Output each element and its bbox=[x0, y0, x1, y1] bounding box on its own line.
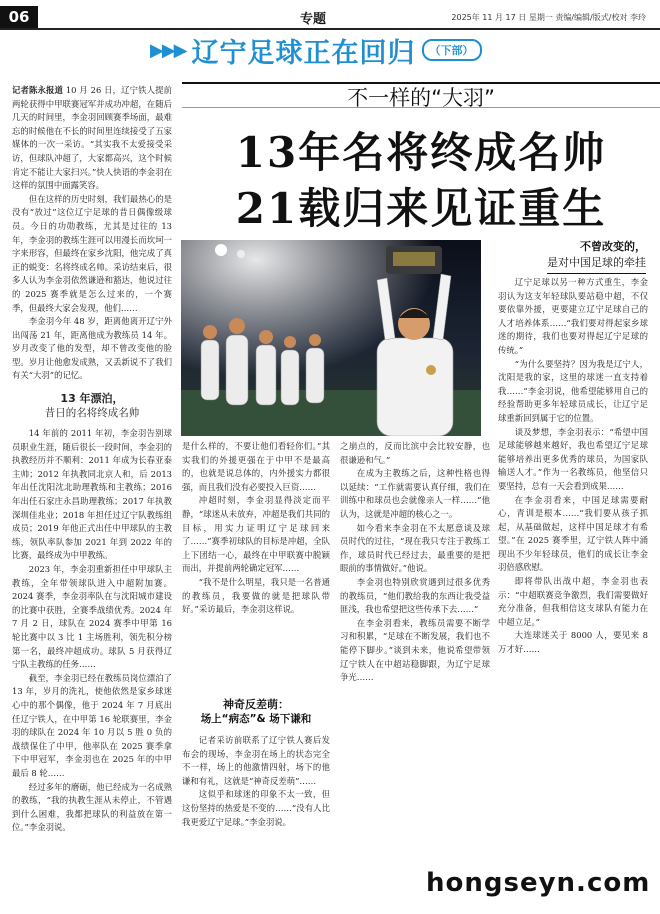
article-paragraph: 在李金羽看来，中国足球需要耐心，青训是根本……“我们要从孩子抓起，从基础做起，这样中国足球才有希望。”在 2025 赛季里，辽宁铁人阵中涌现出不少年轻球员，他们的成长让李金羽倍感欣慰。 bbox=[498, 494, 648, 573]
subheading-line-2: 是对中国足球的牵挂 bbox=[547, 255, 646, 274]
middle-subheading bbox=[182, 697, 330, 727]
series-title: 辽宁足球正在回归 bbox=[191, 37, 416, 69]
subheading-line-1: 神奇反差萌： bbox=[223, 698, 289, 711]
article-paragraph: 这似乎和球迷的印象不太一致，但这份坚持的热爱是不变的……“没有人比我更爱辽宁足球。”李金羽说。 bbox=[182, 789, 330, 827]
banner-arrows-icon: ▶▶▶ bbox=[150, 39, 186, 61]
article-paragraph: 大连球迷关于 8000 人，要见来 8 万才好…… bbox=[498, 630, 648, 655]
article-paragraph: 但在这样的历史时刻，我们最热心的是没有“放过”这位辽宁足球的昔日偶像级球员。今日的功勋教练，尤其是过往的 13 年，李金羽的教练生涯可以用漫长而坎坷一字来形容，但最终在家乡沈阳，他完成了真正的蜕变：名将终成名帅。采访结束后，很多人认为李金羽依然谦逊和豁达，他说过往的 2025 赛季就是怎么过来的，一个赛季，但最终大家会发现，他们…… bbox=[12, 193, 172, 313]
right-subheading bbox=[547, 239, 646, 274]
photo-illustration bbox=[181, 240, 481, 436]
subheading-line-2: 昔日的名将终成名帅 bbox=[44, 407, 140, 420]
article-column-5 bbox=[498, 276, 648, 906]
article-column-3b bbox=[182, 734, 330, 906]
subheading-line-1: 13 年漂泊， bbox=[60, 392, 124, 406]
article-paragraph: 2023 年，李金羽重新担任中甲球队主教练，全年带领球队进入中超附加赛。2024 赛季，李金羽率队在与沈阳城市建设的比赛中获胜，全赛季战绩优秀。2024 年 7 月 2 日，球队在 2024 赛季中甲第 16 轮比赛中以 3 比 1 主场胜利，领先积分榜第一名，最终冲超成功。球队 5 月获得辽宁队主教练的任务…… bbox=[12, 564, 172, 670]
dateline: 2025年 11 月 17 日 星期一 责编/编辑/版式/校对 李玲 bbox=[451, 13, 646, 22]
article-column-1 bbox=[12, 84, 172, 904]
article-paragraph: 辽宁足球以另一种方式重生，李金羽认为这支年轻球队要站稳中超，不仅要依靠外援，更要建立辽宁足球自己的人才培养体系……“我们要对得起家乡球迷的期待，我们也要对得起辽宁足球的传统。” bbox=[498, 277, 648, 355]
section-label: 专题 bbox=[300, 12, 327, 27]
subheading bbox=[12, 391, 172, 421]
article-column-4 bbox=[340, 440, 490, 906]
article-paragraph: 李金羽今年 48 岁，距离他离开辽宁外出闯荡 21 年，距离他成为教练员 14 年。岁月改变了他的发型，却不曾改变他的脸型。岁月让他愈发成熟，又丢新说不了我们有关“大羽”的记忆。 bbox=[12, 316, 172, 381]
article-paragraph: 谈及梦想，李金羽表示：“希望中国足球能够越来越好，我也希望辽宁足球能够培养出更多优秀的球员，为国家队输送人才。”作为一名教练员，他坚信只要坚持，总有一天会看到成果…… bbox=[498, 426, 648, 491]
byline: 记者陈永报道 bbox=[12, 85, 64, 95]
article-paragraph: 经过多年的磨砺，他已经成为一名成熟的教练，“我的执教生涯从未停止，不管遇到什么困难，我都把球队的利益放在第一位。”李金羽说。 bbox=[12, 781, 172, 833]
article-paragraph: 冲超时刻，李金羽显得淡定而平静，“球迷从未放弃，冲超是我们共同的目标，用实力证明辽宁足球回来了……”赛季初球队的目标是冲超，全队上下团结一心，最终在中甲联赛中脱颖而出，并提前两轮确定冠军…… bbox=[182, 495, 330, 574]
celebration-photo bbox=[181, 240, 481, 436]
article-paragraph: 截至，李金羽已经在教练员岗位漂泊了 13 年，岁月的洗礼，使他依然是家乡球迷心中的那个偶像，他于 2024 年 7 月底出任辽宁铁人，在中甲第 16 轮联赛里，李金羽的球队在 2024 年 10 月以 5 胜 0 负的战绩保住了中甲，他率队在 2025 赛季拿下中甲冠军，李金羽也在 2025 年的中甲最后 8 轮…… bbox=[12, 672, 172, 778]
kicker-title: 不一样的“大羽” bbox=[182, 82, 660, 108]
series-banner bbox=[150, 34, 482, 69]
article-paragraph: 是什么样的，不要让他们看轻你们。”其实我们的外援更强在于中甲不是最高的，也就是说总体的，内外援实力都很强，而且我们没有必要投入巨资…… bbox=[182, 441, 330, 492]
series-part-badge: （下部） bbox=[422, 39, 482, 61]
page-header bbox=[0, 0, 660, 30]
article-paragraph: 李金羽也特别欣赏遇到过很多优秀的教练员，“他们教给我的东西让我受益匪浅，我也希望把这些传承下去……” bbox=[340, 576, 490, 615]
article-paragraph: 记者采访前联系了辽宁铁人赛后发布会的现场，李金羽在场上的状态完全不一样，场上的他激情四射，场下的他谦和有礼，这就是“神奇反差萌”…… bbox=[182, 735, 330, 786]
lead-text: 10 月 26 日，辽宁铁人提前两轮获得中甲联赛冠军并成功冲超，在随后几天的时间里，李金羽回顾赛季场面，最难忘的时候他在不长的时间里连续接受了五家媒体的一次一采访。“其实我不太爱接受采访，但球队冲超了，大家都高兴，这个时候肯定不能让大家扫兴。”快人快语的李金羽在这样的氛围中面露笑容。 bbox=[12, 85, 172, 191]
article-column-3 bbox=[182, 440, 330, 694]
subheading-line-1: 不曾改变的， bbox=[580, 240, 646, 253]
headline-line-2: 21载归来见证重生 bbox=[235, 184, 607, 233]
site-watermark: hongseyn.com bbox=[420, 868, 656, 898]
article-paragraph: 即将带队出战中超，李金羽也表示：“中超联赛竞争激烈，我们需要做好充分准备，但我相信这支球队有能力在中超立足。” bbox=[498, 576, 648, 627]
subheading-line-2: 场上“病态”& 场下谦和 bbox=[200, 713, 312, 725]
article-lead bbox=[12, 84, 172, 193]
article-paragraph: 14 年前的 2011 年初，李金羽告别球员职业生涯，随后很长一段时间，李金羽的执教经历并不顺利：2011 年成为长春亚泰主帅；2012 年执教同北京人和，后 2013 年出任沈阳沈北助理教练和主教练；2016 年出任石家庄永昌助理教练；2017 年执教深圳佳兆业；2018 年担任过辽宁队教练组成员；2019 年他正式出任中甲球队的主教练，领队率队参加 2021 年到 2022 年的比赛，最终成为中甲教练。 bbox=[12, 428, 172, 561]
page-number: 06 bbox=[0, 6, 38, 28]
article-paragraph: 在李金羽看来，教练员需要不断学习和积累，“足球在不断发展，我们也不能停下脚步。”谈到未来，他说希望带领辽宁铁人在中超站稳脚跟，为辽宁足球争光…… bbox=[340, 617, 490, 683]
article-paragraph: 如今看来李金羽在不太愿意谈及球员时代的过往，“现在我只专注于教练工作，球员时代已经过去，最重要的是把眼前的事情做好。”他说。 bbox=[340, 522, 490, 574]
headline-line-1: 13年名将终成名帅 bbox=[235, 128, 607, 177]
article-paragraph: “我不是什么明星，我只是一名普通的教练员，我要做的就是把球队带好。”采访最后，李金羽这样说。 bbox=[182, 576, 330, 615]
article-paragraph: 在成为主教练之后，这种性格也得以延续：“工作就需要认真仔细，我们在训练中和球员也会就像亲人一样……”他认为，这就是冲超的核心之一。 bbox=[340, 468, 490, 519]
article-paragraph: 之崩点的，反而比滨中会比较安静，也很谦逊和气。” bbox=[340, 441, 490, 465]
article-paragraph: “为什么要坚持？因为我是辽宁人，沈阳是我的家，这里的球迷一直支持着我……”李金羽说，他希望能够用自己的经验帮助更多年轻球员成长，让辽宁足球重新回到属于它的位置。 bbox=[498, 358, 648, 423]
